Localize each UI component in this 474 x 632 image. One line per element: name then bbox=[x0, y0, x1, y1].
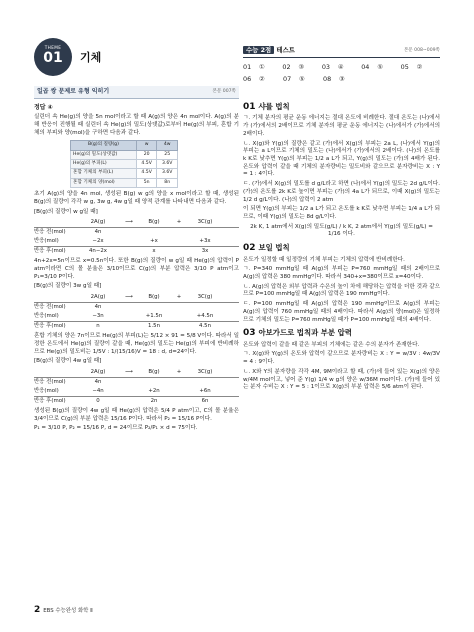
section-label: 일곱 쌍 문제로 유형 익히기 bbox=[37, 88, 110, 95]
paragraph: 초기 A(g)의 양을 4n mol, 생성된 B(g) w g의 양을 x mol이라고 할 때, 생성된 B(g)의 질량이 각각 w g, 3w g, 4w g일 때 양적 관계를 나타내면 다음과 같다. bbox=[34, 191, 239, 205]
answer-value: ③ bbox=[339, 74, 345, 83]
reaction-row bbox=[34, 246, 239, 256]
rx-cell: 4n bbox=[94, 378, 102, 385]
answer-value: ⑤ bbox=[377, 62, 383, 71]
table-cell: 4.5V bbox=[136, 160, 157, 169]
rx-cell: 3C(g) bbox=[197, 368, 213, 375]
table-row bbox=[71, 178, 178, 187]
question-number: 03 bbox=[243, 328, 256, 339]
rx-cell: 반응 전(mol) bbox=[34, 303, 66, 310]
test-title-highlight: 수능 2점 bbox=[243, 46, 274, 54]
rx-cell: 4.5n bbox=[199, 322, 211, 329]
table-header: B(g)의 질량(g) bbox=[71, 141, 137, 150]
answer-item bbox=[282, 63, 321, 72]
page-number: 2 bbox=[34, 605, 41, 615]
table-row bbox=[71, 150, 178, 159]
paragraph: 생성된 B(g)의 질량이 4w g일 때 He(g)의 압력은 5/4 P atm이고, C의 몰 분율은 3/4이므로 C(g)의 부분 압력은 15/16 P이다. 따라서 P₂ = 15/16 P이다. bbox=[34, 407, 239, 422]
answer-item bbox=[361, 63, 400, 72]
table-cell: He(g)의 밀도(상댓값) bbox=[71, 150, 137, 159]
rx-cell: +x bbox=[150, 237, 158, 244]
rx-cell: +3x bbox=[199, 237, 211, 244]
rx-cell: 2A(g) bbox=[90, 293, 106, 300]
answer-number: 06 bbox=[243, 74, 252, 83]
rx-cell: n bbox=[96, 322, 100, 329]
reaction-row bbox=[34, 396, 239, 406]
rx-cell: 반응(mol) bbox=[34, 387, 59, 394]
paragraph: ㄱ. X(g)와 Y(g)의 온도와 압력이 같으므로 분자량비는 X : Y = w/3V : 4w/3V = 4 : 9이다. bbox=[243, 351, 440, 366]
paragraph: 4n+2x=5n이므로 x=0.5n이다. 또한 B(g)의 질량이 w g일 때 He(g)의 압력이 P atm이라면 C의 몰 분율은 3/10이므로 C(g)의 부분 압력은 3/10 P atm이고 P₁=3/10 P이다. bbox=[34, 258, 239, 280]
rx-cell: 반응 후(mol) bbox=[34, 322, 66, 329]
rx-cell: 반응(mol) bbox=[34, 237, 59, 244]
rx-cell: 2A(g) bbox=[90, 218, 106, 225]
reaction-table bbox=[34, 368, 239, 406]
rx-cell: 반응 후(mol) bbox=[34, 397, 66, 404]
rx-cell: +2n bbox=[148, 387, 160, 394]
answer-key bbox=[243, 61, 440, 85]
question-number: 01 bbox=[243, 102, 256, 112]
table-row bbox=[71, 169, 178, 178]
rx-cell: +4.5n bbox=[196, 312, 214, 319]
paragraph: ㄷ. P=100 mmHg일 때 A(g)의 압력은 190 mmHg이므로 A(g)의 부피는 A(g)의 압력이 760 mmHg일 때의 4배이다. 따라서 A(g)의 양(mol)은 일정하므로 기체의 밀도는 P=760 mmHg일 때가 P=100 mmHg일 때의 4배이다. bbox=[243, 301, 440, 323]
rx-cell: 2A(g) bbox=[90, 368, 106, 375]
reaction-row bbox=[34, 237, 239, 246]
question-title: 샤를 법칙 bbox=[258, 102, 290, 111]
rx-cell: + bbox=[176, 293, 182, 300]
answer-row bbox=[243, 61, 440, 73]
rx-cell: 반응 전(mol) bbox=[34, 378, 66, 385]
rx-cell: 6n bbox=[201, 397, 209, 404]
section-page-ref: 본문 007쪽 bbox=[212, 89, 236, 94]
paragraph: ㄱ. P=340 mmHg일 때 A(g)의 부피는 P=760 mmHg일 때의 2배이므로 A(g)의 압력은 380 mmHg이다. 따라서 340+x=380이므로 x=40이다. bbox=[243, 266, 440, 281]
paragraph: ㄷ. (가)에서 X(g)의 밀도를 d g/L라고 하면 (나)에서 Y(g)의 밀도는 2d g/L이다. (가)의 온도를 2k K로 높이면 부피는 (가)의 4a L가 되므로, 이때 X(g)의 밀도는 1/2 d g/L이다. (나)의 압력이 2 atm bbox=[243, 181, 440, 203]
arrow-icon: ⟶ bbox=[125, 218, 133, 225]
rx-cell: −2x bbox=[92, 237, 104, 244]
theme-badge bbox=[34, 38, 72, 76]
table-cell: 5n bbox=[136, 178, 157, 187]
rx-cell: 1.5n bbox=[148, 322, 160, 329]
reaction-equation bbox=[34, 368, 239, 378]
table-cell: 3.6V bbox=[157, 160, 178, 169]
answer-number: 04 bbox=[361, 62, 370, 71]
rx-cell: −4n bbox=[92, 387, 104, 394]
rx-cell: + bbox=[176, 218, 182, 225]
answer-number: 03 bbox=[321, 62, 330, 71]
table-header: w bbox=[136, 141, 157, 150]
answer-number: 08 bbox=[323, 74, 332, 83]
table-cell: 4.5V bbox=[136, 169, 157, 178]
answer-line: 정답 ④ bbox=[34, 104, 53, 111]
table-cell: 20 bbox=[136, 150, 157, 159]
right-column bbox=[243, 98, 440, 394]
answer-value: ① bbox=[259, 62, 265, 71]
table-cell: 3.6V bbox=[157, 169, 178, 178]
paragraph: 이 되면 Y(g)의 부피는 1/2 a L가 되고 온도를 k K로 낮추면 부피는 1/4 a L가 되므로, 이때 Y(g)의 밀도는 8d g/L이다. bbox=[243, 206, 440, 221]
test-title-rest: 테스트 bbox=[274, 46, 295, 54]
rx-cell: −3n bbox=[92, 312, 104, 319]
rx-cell: 4n bbox=[94, 228, 102, 235]
reaction-row bbox=[34, 312, 239, 321]
answer-number: 02 bbox=[282, 62, 291, 71]
case-title: [B(g)의 질량이 w g일 때] bbox=[34, 208, 98, 215]
rx-cell: 반응 후(mol) bbox=[34, 247, 66, 254]
rx-cell: 3C(g) bbox=[197, 293, 213, 300]
question-number: 02 bbox=[243, 243, 256, 254]
question-title: 보일 법칙 bbox=[258, 243, 290, 253]
rx-cell: 반응(mol) bbox=[34, 312, 59, 319]
theme-number: 01 bbox=[43, 49, 63, 66]
rx-cell: 3C(g) bbox=[197, 218, 213, 225]
arrow-icon: ⟶ bbox=[125, 293, 133, 300]
page-footer bbox=[34, 604, 93, 616]
rx-cell: +6n bbox=[199, 387, 211, 394]
reaction-row bbox=[34, 228, 239, 237]
paragraph: 혼합 기체의 양은 7n이므로 He(g)의 부피(L)는 5/12 × 91 = 5/8 V이다. 따라서 일정한 온도에서 He(g)의 질량이 같을 때, He(g)의 밀도는 He(g)의 부피에 반비례하므로 He(g)의 밀도비는 1/5V : 1/(15/16)V = 18 : d, d=24이다. bbox=[34, 333, 239, 355]
answer-value: ② bbox=[259, 74, 265, 83]
question-title: 아보가드로 법칙과 부분 압력 bbox=[258, 328, 352, 338]
answer-value: ② bbox=[416, 62, 423, 71]
paragraph: 온도와 압력이 같을 때 같은 부피의 기체에는 같은 수의 분자가 존재한다. bbox=[243, 341, 420, 348]
paragraph: 온도가 일정할 때 일정량의 기체 부피는 기체의 압력에 반비례한다. bbox=[243, 256, 405, 263]
table-cell: 혼합 기체의 부피(L) bbox=[71, 169, 137, 178]
reaction-equation bbox=[34, 293, 239, 303]
table-cell: 25 bbox=[157, 150, 178, 159]
case-title: [B(g)의 질량이 4w g일 때] bbox=[34, 358, 102, 365]
intro-paragraph: 실린더 속 He(g)의 양을 5n mol이라고 할 때 A(g)의 양은 4n mol이다. A(g)의 분해 반응이 진행될 때 실린더 속 He(g)의 밀도(상댓값)로부터 He(g)의 부피, 혼합 기체의 부피와 양(mol)을 구하면 다음과 같다. bbox=[34, 114, 239, 136]
answer-item bbox=[283, 75, 323, 84]
table-cell: 8n bbox=[157, 178, 178, 187]
mole-table bbox=[70, 140, 178, 188]
answer-value: ③ bbox=[298, 62, 305, 71]
reaction-row bbox=[34, 303, 239, 312]
test-title bbox=[243, 46, 295, 55]
rx-cell: 4n−2x bbox=[89, 247, 107, 254]
reaction-table bbox=[34, 293, 239, 331]
reaction-row bbox=[34, 387, 239, 396]
table-cell: 혼합 기체의 양(mol) bbox=[71, 178, 137, 187]
theme-title: 기체 bbox=[80, 51, 102, 64]
answer-value: ④ bbox=[337, 62, 344, 71]
answer-row bbox=[243, 73, 440, 85]
left-column bbox=[34, 104, 239, 435]
paragraph: ㄱ. 기체 분자의 평균 운동 에너지는 절대 온도에 비례한다. 절대 온도는 (나)에서가 (가)에서의 2배이므로 기체 분자의 평균 운동 에너지는 (나)에서가 (가)에서의 2배이다. bbox=[243, 115, 440, 137]
publisher: EBS 수능완성 화학 Ⅱ bbox=[43, 608, 93, 614]
rx-cell: B(g) bbox=[148, 368, 160, 375]
reaction-equation bbox=[34, 218, 239, 228]
paragraph: ㄴ. X(g)와 Y(g)의 질량은 같고 (가)에서 X(g)의 부피는 2a L, (나)에서 Y(g)의 부피는 a L이므로 기체의 밀도는 (나)에서가 (가)에서의 2배이다. (나)의 온도를 k K로 낮추면 Y(g)의 부피는 1/2 a L가 되고, Y(g)의 밀도는 (가)의 4배가 된다. 온도와 압력이 같을 때 기체의 분자량비는 밀도비와 같으므로 분자량비는 X : Y = 1 : 4이다. bbox=[243, 140, 440, 178]
rx-cell: 3x bbox=[201, 247, 209, 254]
table-cell: He(g)의 부피(L) bbox=[71, 160, 137, 169]
rx-cell: + bbox=[176, 368, 182, 375]
conclusion-paragraph: P₁ = 3/10 P, P₂ = 15/16 P, d = 24이므로 P₂/P₁ × d = 75이다. bbox=[34, 425, 198, 432]
paragraph: ㄴ. A(g)의 압력은 외부 압력과 수은의 높이 차에 해당하는 압력을 더한 것과 같으므로 P=100 mmHg일 때 A(g)의 압력은 190 mmHg이다. bbox=[243, 283, 440, 298]
answer-item bbox=[401, 63, 440, 72]
answer-value: ⑤ bbox=[299, 74, 305, 83]
rx-cell: B(g) bbox=[148, 293, 160, 300]
question-heading bbox=[243, 242, 440, 254]
rx-cell: 0 bbox=[96, 397, 100, 404]
reaction-row bbox=[34, 321, 239, 331]
density-ratio-equation: 2k K, 1 atm에서 X(g)의 밀도(g/L) / k K, 2 atm에서 Y(g)의 밀도(g/L) = 1/16 이다. bbox=[250, 223, 433, 238]
answer-number: 01 bbox=[243, 62, 252, 71]
rx-cell: 반응 전(mol) bbox=[34, 228, 66, 235]
arrow-icon: ⟶ bbox=[125, 368, 133, 375]
test-page-ref: 본문 008~009쪽 bbox=[403, 48, 440, 53]
section-bar bbox=[34, 86, 239, 99]
question-heading bbox=[243, 327, 440, 339]
case-title: [B(g)의 질량이 3w g일 때] bbox=[34, 283, 102, 290]
answer-item bbox=[243, 63, 282, 72]
rx-cell: B(g) bbox=[148, 218, 160, 225]
paragraph: ㄴ. X와 Y의 분자량을 각각 4M, 9M이라고 할 때, (가)에 들어 있는 X(g)의 양은 w/4M mol이고, 넣어 준 Y(g) 1/4 w g의 양은 w/36M mol이다. (가)에 들어 있는 분자 수비는 X : Y = 5 : 1이므로 X(g)의 부분 압력은 5/6 atm이 된다. bbox=[243, 368, 440, 391]
reaction-row bbox=[34, 378, 239, 387]
answer-number: 05 bbox=[400, 62, 409, 71]
table-header: 4w bbox=[157, 141, 178, 150]
theme-label: THEME bbox=[44, 45, 62, 50]
rx-cell: 4n bbox=[94, 303, 102, 310]
table-row bbox=[71, 160, 178, 169]
test-header bbox=[243, 46, 440, 58]
theme-header bbox=[34, 38, 239, 78]
reaction-table bbox=[34, 218, 239, 256]
rx-cell: +1.5n bbox=[145, 312, 163, 319]
answer-item bbox=[322, 63, 361, 72]
answer-item bbox=[323, 75, 363, 84]
answer-number: 07 bbox=[283, 74, 292, 83]
question-heading bbox=[243, 101, 440, 113]
rx-cell: 2n bbox=[150, 397, 158, 404]
answer-item bbox=[243, 75, 283, 84]
rx-cell: x bbox=[152, 247, 156, 254]
